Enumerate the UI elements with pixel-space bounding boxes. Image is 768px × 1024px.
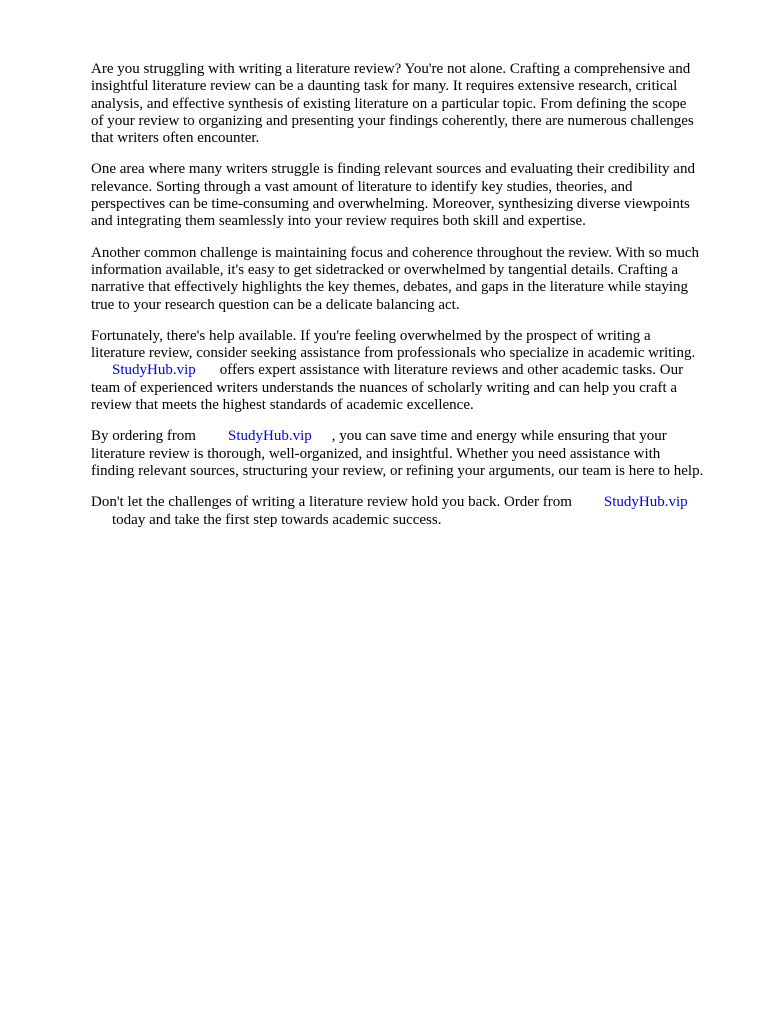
paragraph-sources	[91, 161, 731, 230]
text-line: and integrating them seamlessly into your review requires both skill and expertise.	[91, 213, 586, 230]
text-line: insightful literature review can be a daunting task for many. It requires extensive research, critical	[91, 78, 678, 95]
text-line: Are you struggling with writing a literature review? You're not alone. Crafting a comprehensive and	[91, 61, 691, 77]
text-line-with-link	[91, 428, 731, 445]
text-line: One area where many writers struggle is finding relevant sources and evaluating their credibility and	[91, 161, 695, 178]
studyhub-link[interactable]: StudyHub.vip	[112, 362, 196, 379]
paragraph-ordering	[91, 428, 731, 480]
document-body	[91, 61, 731, 543]
text-line: finding relevant sources, structuring your review, or refining your arguments, our team is here to help.	[91, 462, 704, 479]
paragraph-intro	[91, 61, 731, 147]
text-line: review that meets the highest standards of academic excellence.	[91, 397, 474, 414]
text-line: literature review is thorough, well-organized, and insightful. Whether you need assistance with	[91, 445, 661, 462]
text-line: Fortunately, there's help available. If you're feeling overwhelmed by the prospect of writing a	[91, 327, 651, 344]
text-fragment: offers expert assistance with literature reviews and other academic tasks. Our	[219, 362, 684, 379]
text-line: information available, it's easy to get sidetracked or overwhelmed by tangential details. Crafting a	[91, 261, 679, 278]
text-line: true to your research question can be a delicate balancing act.	[91, 296, 460, 313]
studyhub-link[interactable]: StudyHub.vip	[227, 428, 312, 445]
text-line: team of experienced writers understands the nuances of scholarly writing and can help you craft a	[91, 379, 678, 396]
text-fragment: , you can save time and energy while ensuring that your	[331, 428, 667, 445]
text-line: Another common challenge is maintaining focus and coherence throughout the review. With so much	[91, 244, 699, 261]
text-line	[91, 512, 731, 529]
text-line: perspectives can be time-consuming and overwhelming. Moreover, synthesizing diverse viewpoints	[91, 196, 690, 213]
text-line: literature review, consider seeking assistance from professionals who specialize in academic writing.	[91, 345, 696, 362]
text-line-with-link	[91, 362, 731, 379]
text-line: relevance. Sorting through a vast amount of literature to identify key studies, theories, and	[91, 178, 633, 195]
text-line: of your review to organizing and presenting your findings coherently, there are numerous challenges	[91, 112, 694, 129]
paragraph-closing	[91, 494, 731, 529]
paragraph-help	[91, 328, 731, 414]
text-line: narrative that effectively highlights the key themes, debates, and gaps in the literature while staying	[91, 279, 689, 296]
text-fragment: today and take the first step towards academic success.	[112, 511, 442, 528]
text-fragment: By ordering from	[91, 428, 196, 445]
studyhub-link[interactable]: StudyHub.vip	[603, 494, 688, 511]
paragraph-focus	[91, 245, 731, 314]
text-line: that writers often encounter.	[91, 130, 260, 147]
text-line: analysis, and effective synthesis of existing literature on a particular topic. From defining the scope	[91, 95, 687, 112]
text-fragment: Don't let the challenges of writing a literature review hold you back. Order from	[91, 494, 572, 511]
text-line-with-link	[91, 494, 731, 511]
